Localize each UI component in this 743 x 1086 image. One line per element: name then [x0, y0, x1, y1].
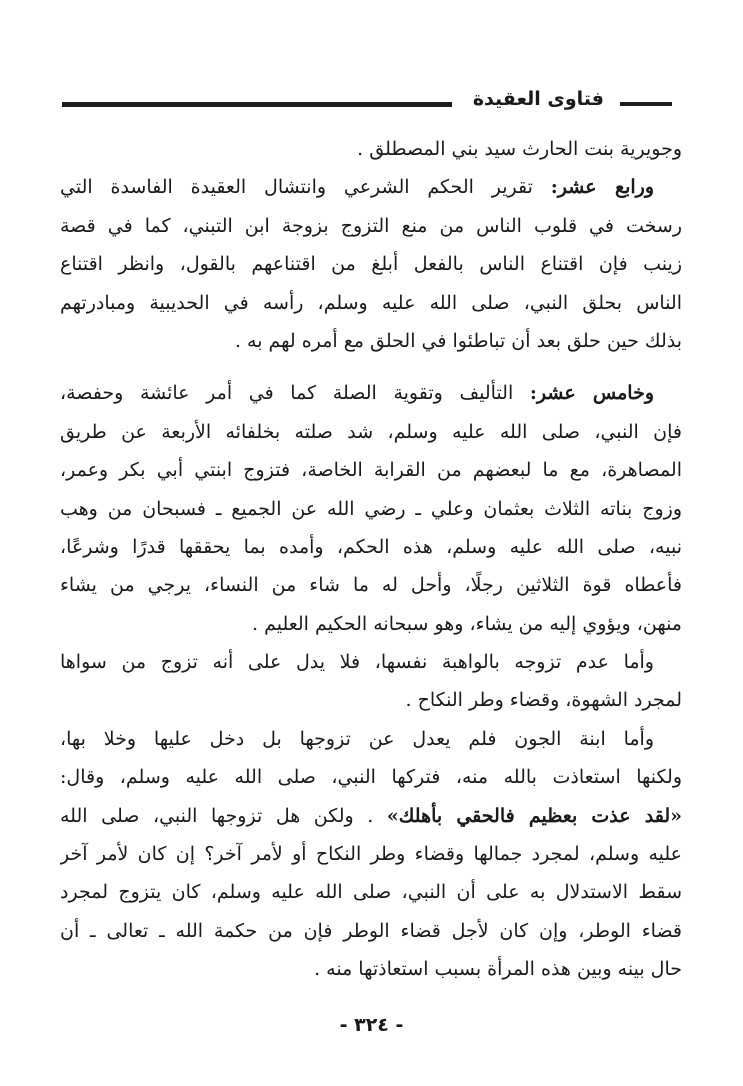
text-line: حال بينه وبين هذه المرأة بسبب استعاذتها منه . [314, 958, 682, 981]
text-line: بذلك حين حلق بعد أن تباطئوا في الحلق مع أمره لهم به . [234, 329, 682, 352]
running-header [62, 86, 682, 120]
text-line: عليه وسلم، لمجرد جمالها وقضاء وطر النكاح أو لأمر آخر؟ إن كان لأمر آخر [60, 843, 682, 866]
header-dash [620, 102, 672, 106]
header-rule [62, 102, 452, 107]
text-line: وأما ابنة الجون فلم يعدل عن تزوجها بل دخل عليها وخلا بها، [60, 727, 654, 750]
text-line: وجويرية بنت الحارث سيد بني المصطلق . [357, 138, 682, 160]
text-line: وأما عدم تزوجه بالواهبة نفسها، فلا يدل على أنه تزوج من سواها [60, 651, 654, 674]
text-line: زينب فإن اقتناع الناس بالفعل أبلغ من اقتناعهم بالقول، وانظر اقتناع [60, 253, 682, 276]
text-line: الناس بحلق النبي، صلى الله عليه وسلم، رأسه في الحديبية ومبادرتهم [60, 291, 682, 314]
text-line: لمجرد الشهوة، وقضاء وطر النكاح . [405, 689, 682, 712]
text-line: المصاهرة، مع ما لبعضهم من القرابة الخاصة، فتزوج ابنتي أبي بكر وعمر، [60, 459, 682, 482]
text-line: سقط الاستدلال به على أن النبي، صلى الله عليه وسلم، كان يتزوج لمجرد [60, 881, 682, 904]
text-line [60, 374, 682, 412]
line-text: تقرير الحكم الشرعي وانتشال العقيدة الفاسدة التي [60, 176, 533, 199]
text-line: نبيه، صلى الله عليه وسلم، هذه الحكم، وأمده بما يحققها قدرًا وشرعًا، [60, 535, 682, 558]
section-lead: وخامس عشر: [529, 382, 655, 405]
text-line: فإن النبي، صلى الله عليه وسلم، شد صلته بخلفائه الأربعة عن طريق [60, 420, 682, 443]
text-line [60, 168, 682, 206]
text-line: منهن، ويؤوي إليه من يشاء، وهو سبحانه الحكيم العليم . [251, 612, 682, 635]
text-line: قضاء الوطر، وإن كان لأجل قضاء الوطر فإن من حكمة الله ـ تعالى ـ أن [60, 919, 682, 942]
page-number: - ٣٢٤ - [339, 1014, 404, 1036]
hadith-quote: «لقد عذت بعظيم فالحقي بأهلك» [386, 804, 682, 827]
header-title: فتاوى العقيدة [472, 88, 604, 110]
body-text [60, 130, 682, 989]
text-line: وزوج بناته الثلاث بعثمان وعلي ـ رضي الله عن الجميع ـ فسبحان من وهب [60, 497, 682, 520]
text-line: ولكنها استعاذت بالله منه، فتركها النبي، صلى الله عليه وسلم، وقال: [60, 766, 682, 789]
text-line: رسخت في قلوب الناس من منع التزوج بزوجة ابن التبني، كما في قصة [60, 214, 682, 237]
text-line: فأعطاه قوة الثلاثين رجلًا، وأحل له ما شاء من النساء، يرجي من يشاء [60, 574, 682, 597]
paragraph-gap [60, 360, 682, 374]
text-line [60, 797, 682, 835]
section-lead: ورابع عشر: [550, 176, 654, 199]
line-text: . ولكن هل تزوجها النبي، صلى الله [60, 804, 374, 827]
line-text: التأليف وتقوية الصلة كما في أمر عائشة وحفصة، [60, 382, 514, 405]
